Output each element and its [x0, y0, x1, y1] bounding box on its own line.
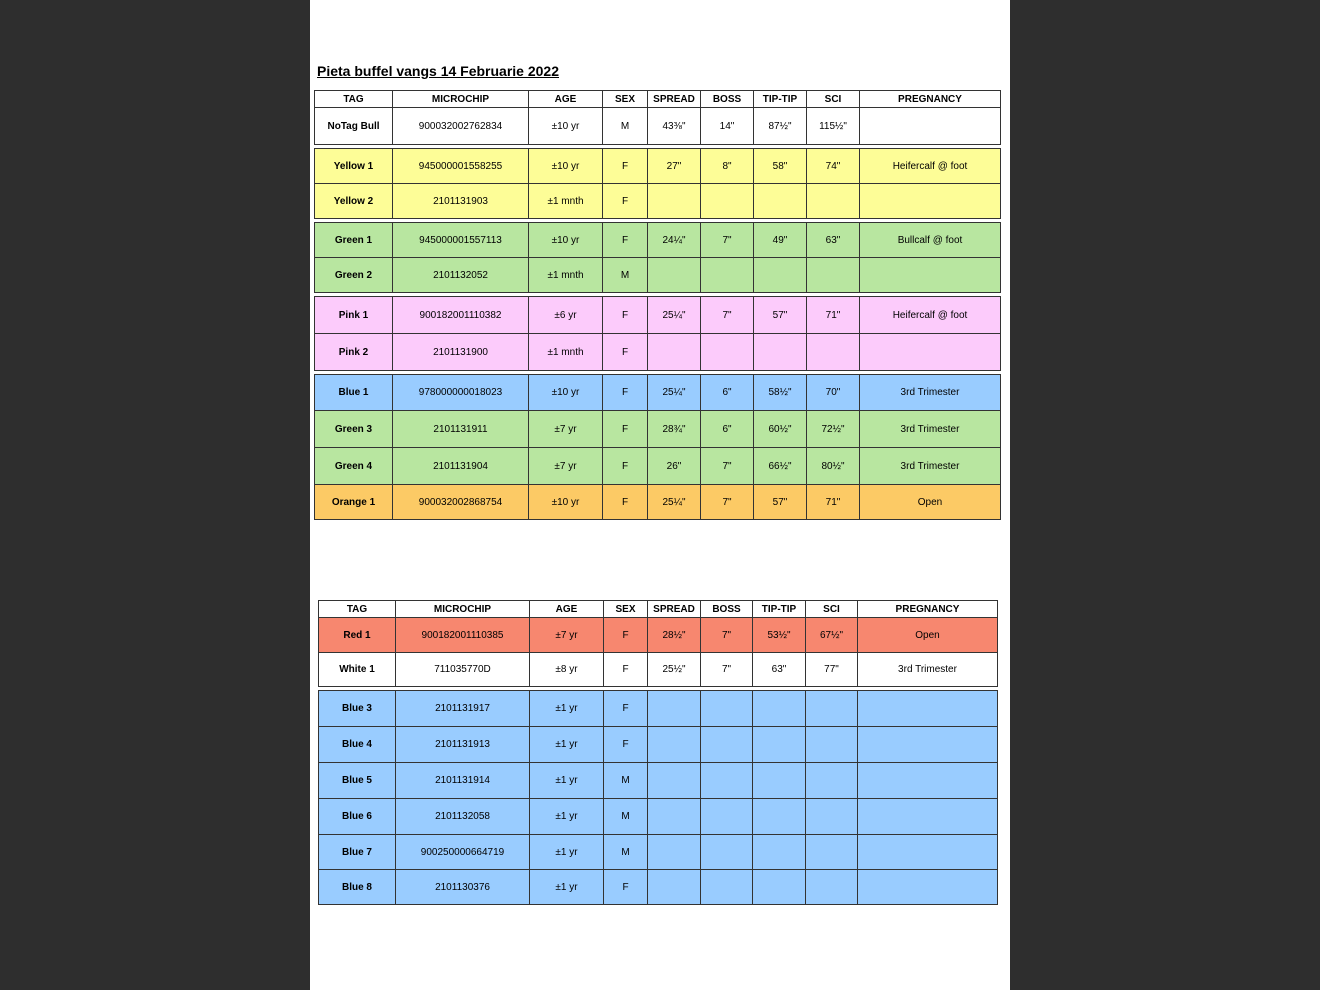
table1-group-5	[314, 374, 1001, 520]
cell-tiptip: 58½"	[754, 375, 807, 411]
cell-microchip: 2101132052	[393, 258, 529, 293]
table-row	[315, 297, 1001, 334]
cell-tag: Blue 3	[319, 691, 396, 727]
column-header-spread: SPREAD	[648, 601, 701, 618]
table-row	[319, 799, 998, 835]
cell-tag: Red 1	[319, 618, 396, 653]
cell-microchip: 978000000018023	[393, 375, 529, 411]
cell-spread: 25¼"	[648, 375, 701, 411]
table-row	[315, 334, 1001, 371]
cell-sci: 63"	[807, 223, 860, 258]
cell-spread	[648, 184, 701, 219]
cell-spread	[648, 835, 701, 870]
table1-group-2	[314, 148, 1001, 219]
cell-age: ±8 yr	[530, 653, 604, 687]
column-header-sex: SEX	[603, 91, 648, 108]
cell-boss: 7"	[701, 223, 754, 258]
table1-group-3	[314, 222, 1001, 293]
cell-sex: F	[604, 691, 648, 727]
cell-age: ±10 yr	[529, 108, 603, 145]
cell-microchip: 711035770D	[396, 653, 530, 687]
table-header-row	[315, 91, 1001, 108]
cell-microchip: 2101132058	[396, 799, 530, 835]
table-row	[315, 375, 1001, 411]
cell-tag: Green 1	[315, 223, 393, 258]
cell-sex: F	[603, 149, 648, 184]
cell-spread: 26"	[648, 448, 701, 485]
cell-tag: NoTag Bull	[315, 108, 393, 145]
cell-tag: Blue 4	[319, 727, 396, 763]
cell-boss	[701, 258, 754, 293]
cell-age: ±10 yr	[529, 485, 603, 520]
cell-spread	[648, 763, 701, 799]
cell-sex: F	[603, 297, 648, 334]
cell-sci	[806, 763, 858, 799]
cell-sex: M	[604, 763, 648, 799]
column-header-age: AGE	[530, 601, 604, 618]
cell-boss: 7"	[701, 618, 753, 653]
cell-boss: 7"	[701, 297, 754, 334]
cell-tag: Pink 2	[315, 334, 393, 371]
cell-spread	[648, 727, 701, 763]
cell-microchip: 900032002868754	[393, 485, 529, 520]
cell-boss: 6"	[701, 411, 754, 448]
cell-tag: Orange 1	[315, 485, 393, 520]
table-row	[319, 763, 998, 799]
cell-boss	[701, 835, 753, 870]
table2-group-1	[318, 600, 998, 687]
table-row	[319, 653, 998, 687]
cell-age: ±1 mnth	[529, 334, 603, 371]
cell-tiptip: 60½"	[754, 411, 807, 448]
cell-spread	[648, 258, 701, 293]
cell-microchip: 2101130376	[396, 870, 530, 905]
cell-sex: F	[604, 618, 648, 653]
cell-tag: Blue 7	[319, 835, 396, 870]
cell-tag: Blue 6	[319, 799, 396, 835]
cell-tiptip	[753, 870, 806, 905]
cell-pregnancy	[860, 108, 1001, 145]
cell-microchip: 2101131911	[393, 411, 529, 448]
table-row	[319, 618, 998, 653]
cell-tiptip: 57"	[754, 485, 807, 520]
column-header-spread: SPREAD	[648, 91, 701, 108]
cell-boss: 7"	[701, 448, 754, 485]
cell-boss: 6"	[701, 375, 754, 411]
cell-microchip: 2101131914	[396, 763, 530, 799]
cell-tiptip: 57"	[754, 297, 807, 334]
cell-microchip: 945000001557113	[393, 223, 529, 258]
cell-tiptip	[753, 799, 806, 835]
cell-tag: Blue 5	[319, 763, 396, 799]
column-header-age: AGE	[529, 91, 603, 108]
cell-boss: 8"	[701, 149, 754, 184]
cell-sci: 80½"	[807, 448, 860, 485]
cell-microchip: 2101131900	[393, 334, 529, 371]
cell-sex: F	[603, 485, 648, 520]
cell-sex: F	[603, 184, 648, 219]
table-row	[319, 835, 998, 870]
column-header-sci: SCI	[807, 91, 860, 108]
document-page	[310, 0, 1010, 990]
cell-sci: 67½"	[806, 618, 858, 653]
table1-group-4	[314, 296, 1001, 371]
column-header-microchip: MICROCHIP	[393, 91, 529, 108]
cell-pregnancy: Bullcalf @ foot	[860, 223, 1001, 258]
cell-boss	[701, 184, 754, 219]
cell-pregnancy: Open	[860, 485, 1001, 520]
cell-spread: 25¼"	[648, 297, 701, 334]
table-row	[315, 149, 1001, 184]
cell-microchip: 900182001110382	[393, 297, 529, 334]
cell-tiptip	[753, 727, 806, 763]
cell-sci: 115½"	[807, 108, 860, 145]
cell-spread: 28½"	[648, 618, 701, 653]
cell-spread: 27"	[648, 149, 701, 184]
cell-tag: White 1	[319, 653, 396, 687]
cell-pregnancy	[858, 870, 998, 905]
cell-boss	[701, 870, 753, 905]
table-row	[315, 258, 1001, 293]
cell-spread: 25½"	[648, 653, 701, 687]
table2-group-2	[318, 690, 998, 905]
cell-tag: Blue 1	[315, 375, 393, 411]
cell-microchip: 900250000664719	[396, 835, 530, 870]
cell-boss	[701, 799, 753, 835]
cell-spread: 43⅜"	[648, 108, 701, 145]
table-row	[319, 691, 998, 727]
table-row	[319, 727, 998, 763]
cell-sex: F	[603, 334, 648, 371]
cell-boss: 7"	[701, 485, 754, 520]
table-row	[315, 108, 1001, 145]
column-header-boss: BOSS	[701, 601, 753, 618]
cell-tag: Green 2	[315, 258, 393, 293]
table-row	[315, 411, 1001, 448]
cell-boss: 7"	[701, 653, 753, 687]
cell-microchip: 900032002762834	[393, 108, 529, 145]
cell-tiptip: 66½"	[754, 448, 807, 485]
cell-sex: M	[603, 108, 648, 145]
cell-sex: M	[604, 799, 648, 835]
table-header-row	[319, 601, 998, 618]
column-header-tip-tip: TIP-TIP	[754, 91, 807, 108]
cell-age: ±10 yr	[529, 149, 603, 184]
cell-spread: 25¼"	[648, 485, 701, 520]
cell-tiptip: 53½"	[753, 618, 806, 653]
table-row	[315, 448, 1001, 485]
cell-sex: F	[604, 870, 648, 905]
cell-sex: M	[604, 835, 648, 870]
cell-sex: F	[604, 653, 648, 687]
cell-spread	[648, 870, 701, 905]
cell-microchip: 2101131913	[396, 727, 530, 763]
column-header-sex: SEX	[604, 601, 648, 618]
cell-age: ±7 yr	[530, 618, 604, 653]
cell-pregnancy	[858, 835, 998, 870]
cell-microchip: 945000001558255	[393, 149, 529, 184]
cell-spread: 24¼"	[648, 223, 701, 258]
cell-boss	[701, 691, 753, 727]
table-row	[315, 223, 1001, 258]
cell-tiptip	[754, 258, 807, 293]
cell-age: ±1 yr	[530, 727, 604, 763]
cell-sci	[806, 835, 858, 870]
column-header-pregnancy: PREGNANCY	[860, 91, 1001, 108]
cell-tiptip	[753, 691, 806, 727]
cell-boss	[701, 727, 753, 763]
cell-age: ±1 mnth	[529, 258, 603, 293]
cell-age: ±7 yr	[529, 411, 603, 448]
cell-spread: 28¾"	[648, 411, 701, 448]
cell-age: ±1 mnth	[529, 184, 603, 219]
cell-sci: 77"	[806, 653, 858, 687]
cell-age: ±1 yr	[530, 799, 604, 835]
cell-tiptip	[754, 184, 807, 219]
cell-tiptip	[753, 835, 806, 870]
cell-tag: Pink 1	[315, 297, 393, 334]
cell-age: ±6 yr	[529, 297, 603, 334]
cell-pregnancy	[858, 799, 998, 835]
cell-tag: Blue 8	[319, 870, 396, 905]
cell-sex: F	[603, 411, 648, 448]
cell-spread	[648, 691, 701, 727]
cell-sci: 71"	[807, 297, 860, 334]
cell-age: ±7 yr	[529, 448, 603, 485]
page-title: Pieta buffel vangs 14 Februarie 2022	[317, 63, 559, 79]
cell-sci: 71"	[807, 485, 860, 520]
cell-sci	[807, 184, 860, 219]
cell-age: ±1 yr	[530, 691, 604, 727]
cell-tiptip: 49"	[754, 223, 807, 258]
cell-sci: 70"	[807, 375, 860, 411]
cell-microchip: 900182001110385	[396, 618, 530, 653]
cell-age: ±10 yr	[529, 223, 603, 258]
cell-pregnancy: Heifercalf @ foot	[860, 297, 1001, 334]
cell-pregnancy: 3rd Trimester	[860, 411, 1001, 448]
column-header-tip-tip: TIP-TIP	[753, 601, 806, 618]
cell-tag: Yellow 2	[315, 184, 393, 219]
cell-pregnancy	[860, 184, 1001, 219]
table1-group-1	[314, 90, 1001, 145]
cell-pregnancy	[860, 334, 1001, 371]
cell-sci	[807, 258, 860, 293]
cell-age: ±10 yr	[529, 375, 603, 411]
cell-tag: Green 3	[315, 411, 393, 448]
cell-sex: F	[603, 448, 648, 485]
cell-sex: F	[603, 223, 648, 258]
table-row	[315, 184, 1001, 219]
cell-sex: F	[604, 727, 648, 763]
cell-pregnancy	[858, 727, 998, 763]
cell-spread	[648, 799, 701, 835]
cell-sci	[807, 334, 860, 371]
cell-spread	[648, 334, 701, 371]
cell-pregnancy: 3rd Trimester	[860, 375, 1001, 411]
cell-boss	[701, 763, 753, 799]
cell-sci: 74"	[807, 149, 860, 184]
cell-pregnancy: Heifercalf @ foot	[860, 149, 1001, 184]
cell-tiptip	[753, 763, 806, 799]
column-header-tag: TAG	[319, 601, 396, 618]
cell-tiptip: 63"	[753, 653, 806, 687]
column-header-boss: BOSS	[701, 91, 754, 108]
cell-tiptip: 87½"	[754, 108, 807, 145]
cell-sci	[806, 870, 858, 905]
cell-age: ±1 yr	[530, 835, 604, 870]
cell-sex: M	[603, 258, 648, 293]
cell-tiptip	[754, 334, 807, 371]
cell-sci	[806, 727, 858, 763]
cell-microchip: 2101131904	[393, 448, 529, 485]
column-header-pregnancy: PREGNANCY	[858, 601, 998, 618]
column-header-sci: SCI	[806, 601, 858, 618]
table-row	[315, 485, 1001, 520]
cell-tiptip: 58"	[754, 149, 807, 184]
cell-microchip: 2101131917	[396, 691, 530, 727]
cell-boss: 14"	[701, 108, 754, 145]
cell-sex: F	[603, 375, 648, 411]
cell-boss	[701, 334, 754, 371]
cell-pregnancy: 3rd Trimester	[860, 448, 1001, 485]
cell-pregnancy	[858, 691, 998, 727]
cell-sci	[806, 691, 858, 727]
cell-microchip: 2101131903	[393, 184, 529, 219]
cell-sci	[806, 799, 858, 835]
cell-pregnancy	[860, 258, 1001, 293]
column-header-tag: TAG	[315, 91, 393, 108]
cell-age: ±1 yr	[530, 763, 604, 799]
cell-pregnancy	[858, 763, 998, 799]
cell-pregnancy: 3rd Trimester	[858, 653, 998, 687]
cell-pregnancy: Open	[858, 618, 998, 653]
cell-tag: Green 4	[315, 448, 393, 485]
column-header-microchip: MICROCHIP	[396, 601, 530, 618]
cell-sci: 72½"	[807, 411, 860, 448]
table-row	[319, 870, 998, 905]
cell-tag: Yellow 1	[315, 149, 393, 184]
cell-age: ±1 yr	[530, 870, 604, 905]
